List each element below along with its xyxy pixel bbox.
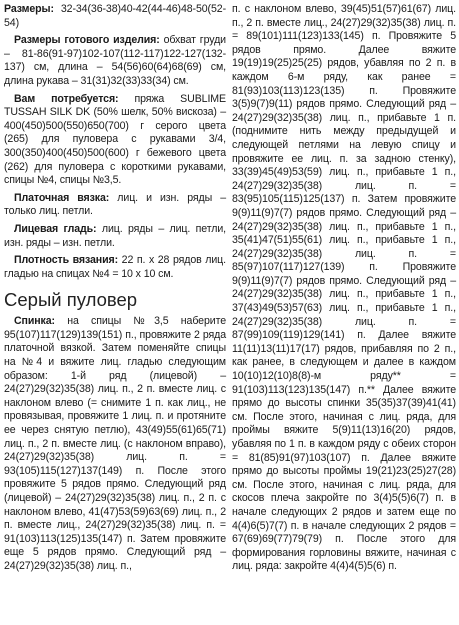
materials-label: Вам потребуется: xyxy=(14,92,119,105)
back-paragraph xyxy=(4,315,226,573)
garter-stitch-label: Платочная вязка: xyxy=(14,191,110,204)
gauge-value: 22 п. х 28 рядов лиц. гладью на спицах №4 = 10 х 10 см. xyxy=(4,254,226,280)
materials-paragraph xyxy=(4,93,226,188)
garter-stitch-paragraph xyxy=(4,192,226,219)
sizes-paragraph xyxy=(4,3,226,30)
sizes-label: Размеры: xyxy=(4,3,54,15)
stockinette-value: лиц. ряды – лиц. петли, изн. ряды – изн. петли. xyxy=(4,222,227,249)
finished-size-value: обхват груди – 81-86(91-97)102-107(112-117)122-127(132-137) см, длина – 54(56)60(64)68(69) см, длина рукава – 31(31)32(33)33(34) см. xyxy=(4,34,226,87)
materials-value: пряжа SUBLIME TUSSAH SILK DK (50% шелк, 50% вискоза) – 400(450)500(550)650(700) г серого цвета (265) для пуловера с рукавами 3/4, 300(350)400(450)500(600) г бежевого цвета (262) для пуловера с короткими рукавами, спицы №4, спицы №3,5. xyxy=(4,92,226,187)
finished-size-paragraph xyxy=(4,34,226,88)
gauge-paragraph xyxy=(4,254,226,281)
section-heading: Серый пуловер xyxy=(4,289,138,311)
right-column xyxy=(232,3,456,574)
gauge-label: Плотность вязания: xyxy=(14,254,119,267)
garter-stitch-value: лиц. и изн. ряды – только лиц. петли. xyxy=(4,191,227,218)
left-column xyxy=(4,3,226,574)
back-label: Спинка: xyxy=(14,315,55,328)
finished-size-label: Размеры готового изделия: xyxy=(14,34,160,47)
stockinette-label: Лицевая гладь: xyxy=(14,222,97,235)
back-value: на спицы №3,5 наберите 95(107)117(129)139(151) п., провяжите 2 ряда платочной вязкой. Затем поменяйте спицы на №4 и вяжите лиц. гладью следующим образом: 1-й ряд (лицевой) – 24(27)29(32)35(38) лиц. п., 2 п. вместе лиц. с наклоном влево (= снимите 1 п. как лиц., не провязывая, провяжите 1 лиц. п. и протяните ее через снятую петлю), 43(49)55(61)65(71) лиц. п., 2 п. вместе лиц. (с наклоном вправо), 24(27)29(32)35(38) лиц. п. = 93(105)115(127)137(149) п. После этого провяжите 5 рядов прямо. Следующий ряд (лицевой) – 24(27)29(32)35(38) лиц. п., 2 п. с наклоном влево, 41(47)53(59)63(69) лиц. п., 2 п. вместе лиц., 24(27)29(32)35(38) лиц. п. = 91(103)113(125)135(147) п. Затем провяжите еще 5 рядов прямо. Следующий ряд – 24(27)29(32)35(38) лиц. п., xyxy=(4,315,226,572)
stockinette-paragraph xyxy=(4,223,226,250)
sizes-value: 32-34(36-38)40-42(44-46)48-50(52-54) xyxy=(4,3,226,29)
back-continued-paragraph: п. с наклоном влево, 39(45)51(57)61(67) лиц. п., 2 п. вместе лиц., 24(27)29(32)35(38) лиц. п. = 89(101)111(123)133(145) п. Провяжите 5 рядов прямо. Далее вяжите 19(19)19(25)25(25) рядов, убавляя по 2 п. в каждом 6-м ряду, как ранее = 81(93)103(113)123(135) п. Провяжите 3(5)9(7)9(11) рядов прямо. Следующий ряд – 24(27)29(32)35(38) лиц. п., прибавьте 1 п. (поднимите нить между предыдущей и следующей петлями на левую спицу и провяжите ее лиц. п. за задною стенку), 33(39)45(49)53(59) лиц. п., прибавьте 1 п., 24(27)29(32)35(38) лиц. п. = 83(95)105(115)125(137) п. Затем провяжите 9(9)11(9)7(7) рядов прямо. Следующий ряд – 24(27)29(32)35(38) лиц. п., прибавьте 1 п., 35(41)47(51)55(61) лиц. п., прибавьте 1 п., 24(27)29(32)35(38) лиц. п. = 85(97)107(117)127(139) п. Провяжите 9(9)11(9)7(7) рядов прямо. Следующий ряд – 24(27)29(32)35(38) лиц. п., прибавьте 1 п., 37(43)49(53)57(63) лиц. п., прибавьте 1 п., 24(27)29(32)35(38) лиц. п. = 87(99)109(119)129(141) п. Далее вяжите 11(11)13(11)17(17) рядов, прибавляя по 2 п., как ранее, в следующем и далее в каждом 10(10)12(10)8(8)-м ряду** = 91(103)113(123)135(147) п.** Далее вяжите прямо до высоты спинки 35(35)37(39)41(41) см. После этого, начиная с лиц. ряда, для проймы вяжите 5(9)11(13)16(20) рядов, убавляя по 1 п. в каждом ряду с обеих сторон = 81(85)91(97)103(107) п. Далее вяжите прямо до высоты проймы 19(21)23(25)27(28) см. После этого, начиная с лиц. ряда, для скосов плеча закройте по 3(4)5(5)6(7) п. в начале следующих 2 рядов и затем еще по 4(4)6(5)7(7) п. в начале следующих 2 рядов = 67(69)69(77)79(79) п. После этого для формирования горловины вяжите, начиная с лиц. ряда: закройте 4(4)4(5)5(6) п. xyxy=(232,3,456,573)
